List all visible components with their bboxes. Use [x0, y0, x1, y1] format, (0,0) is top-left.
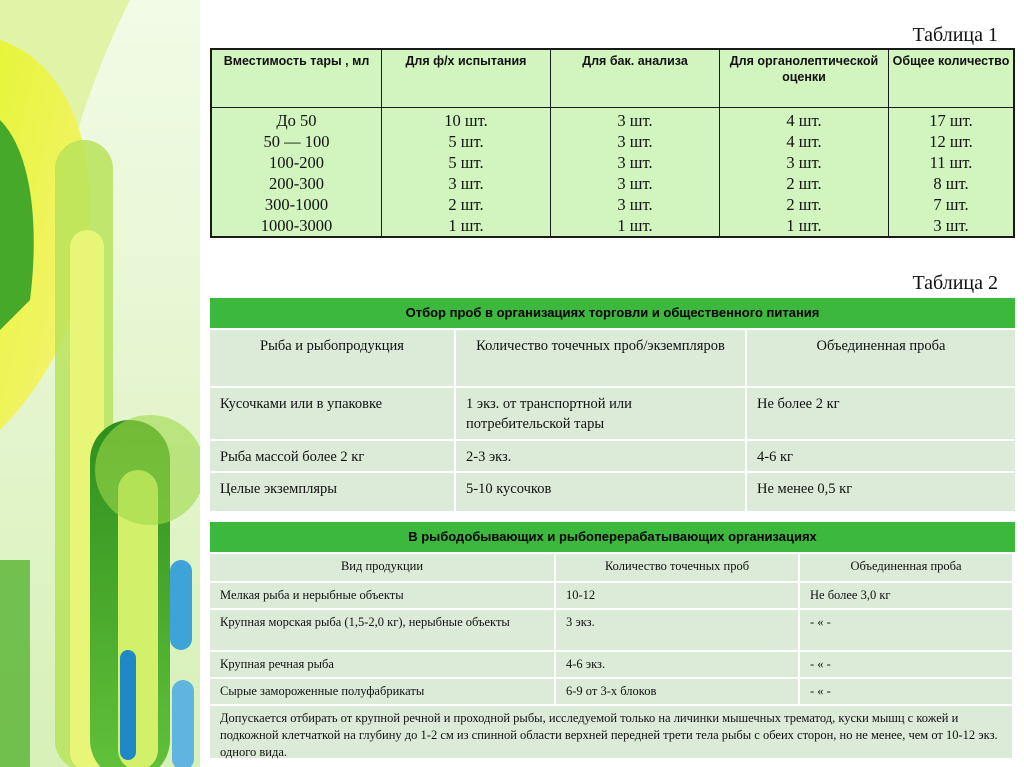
table-cell: 4-6 экз. — [556, 652, 798, 677]
table1-cell: 50 — 100 — [263, 132, 330, 151]
table1-cell: 12 шт. — [929, 132, 973, 151]
table1-cell: 5 шт. — [448, 153, 484, 172]
table-cell: Сырые замороженные полуфабрикаты — [210, 679, 554, 704]
table1-header: Для бак. анализа — [551, 50, 719, 108]
table1-cell: 1 шт. — [617, 216, 653, 235]
table1 — [210, 48, 1015, 238]
table1-cell: 1 шт. — [448, 216, 484, 235]
table1-cell: 3 шт. — [786, 153, 822, 172]
section1-table — [210, 330, 1015, 511]
table1-cell: 4 шт. — [786, 132, 822, 151]
table1-cell: 10 шт. — [444, 111, 488, 130]
table1-col-physchem — [381, 50, 550, 236]
table1-cell: 3 шт. — [617, 195, 653, 214]
table-cell: 4-6 кг — [747, 441, 1015, 471]
table1-col-organoleptic — [719, 50, 888, 236]
section1-col-header: Рыба и рыбопродукция — [210, 330, 454, 386]
table1-cell: 2 шт. — [786, 195, 822, 214]
table1-cell: 4 шт. — [786, 111, 822, 130]
table1-cell: 2 шт. — [786, 174, 822, 193]
table1-header: Вместимость тары , мл — [212, 50, 381, 108]
table1-header: Для органолептической оценки — [720, 50, 888, 108]
table1-cell: 3 шт. — [617, 153, 653, 172]
table1-cell: 3 шт. — [617, 111, 653, 130]
section1-col-header: Объединенная проба — [747, 330, 1015, 386]
table-cell: Целые экземпляры — [210, 473, 454, 511]
table-cell: 2-3 экз. — [456, 441, 745, 471]
table-cell: Кусочками или в упаковке — [210, 388, 454, 439]
table1-cell: 200-300 — [269, 174, 324, 193]
table1-col-capacity — [212, 50, 381, 236]
table-cell: Рыба массой более 2 кг — [210, 441, 454, 471]
table1-cell: До 50 — [276, 111, 317, 130]
table-cell: Крупная морская рыба (1,5-2,0 кг), нерыбные объекты — [210, 610, 554, 650]
table-cell: 1 экз. от транспортной или потребительской тары — [456, 388, 745, 439]
table-cell: 3 экз. — [556, 610, 798, 650]
section1-header: Отбор проб в организациях торговли и общественного питания — [210, 298, 1015, 328]
table-cell: 6-9 от 3-х блоков — [556, 679, 798, 704]
table1-title: Таблица 1 — [912, 24, 998, 46]
table-cell: - « - — [800, 652, 1012, 677]
table-cell: - « - — [800, 610, 1012, 650]
table1-cell: 3 шт. — [617, 174, 653, 193]
section1-col-header: Количество точечных проб/экземпляров — [456, 330, 745, 386]
table-cell: - « - — [800, 679, 1012, 704]
section2-header: В рыбодобывающих и рыбоперерабатывающих организациях — [210, 522, 1015, 552]
table1-cell: 300-1000 — [264, 195, 329, 214]
table1-cell: 2 шт. — [448, 195, 484, 214]
table1-col-total — [888, 50, 1013, 236]
table1-cell: 3 шт. — [933, 216, 969, 235]
table1-cell: 5 шт. — [448, 132, 484, 151]
section2-table — [210, 554, 1015, 758]
table2-title: Таблица 2 — [912, 272, 998, 294]
table1-cell: 17 шт. — [929, 111, 973, 130]
table1-header: Для ф/х испытания — [382, 50, 550, 108]
section2-col-header: Количество точечных проб — [556, 554, 798, 581]
table1-cell: 11 шт. — [929, 153, 973, 172]
table-cell: Крупная речная рыба — [210, 652, 554, 677]
table1-cell: 1 шт. — [786, 216, 822, 235]
section2-note: Допускается отбирать от крупной речной и проходной рыбы, исследуемой только на личинки мышечных трематод, куски мышц с кожей и подкожной клетчаткой на глубину до 1-2 см из спинной области верхней передней трети тела рыбы с обеих сторон, но не менее, чем от 10-12 экз. одного вида. — [210, 706, 1012, 758]
table-cell: Мелкая рыба и нерыбные объекты — [210, 583, 554, 608]
table-cell: Не более 3,0 кг — [800, 583, 1012, 608]
section2-col-header: Объединенная проба — [800, 554, 1012, 581]
table1-cell: 3 шт. — [448, 174, 484, 193]
table1-cell: 7 шт. — [933, 195, 969, 214]
table-cell: Не менее 0,5 кг — [747, 473, 1015, 511]
table1-cell: 8 шт. — [933, 174, 969, 193]
section2-col-header: Вид продукции — [210, 554, 554, 581]
table1-cell: 1000-3000 — [260, 216, 333, 235]
table-cell: 10-12 — [556, 583, 798, 608]
table1-cell: 100-200 — [269, 153, 324, 172]
decorative-background — [0, 0, 200, 767]
table1-col-bacteriological — [550, 50, 719, 236]
table1-header: Общее количество — [889, 50, 1013, 108]
table-cell: 5-10 кусочков — [456, 473, 745, 511]
table1-cell: 3 шт. — [617, 132, 653, 151]
table-cell: Не более 2 кг — [747, 388, 1015, 439]
